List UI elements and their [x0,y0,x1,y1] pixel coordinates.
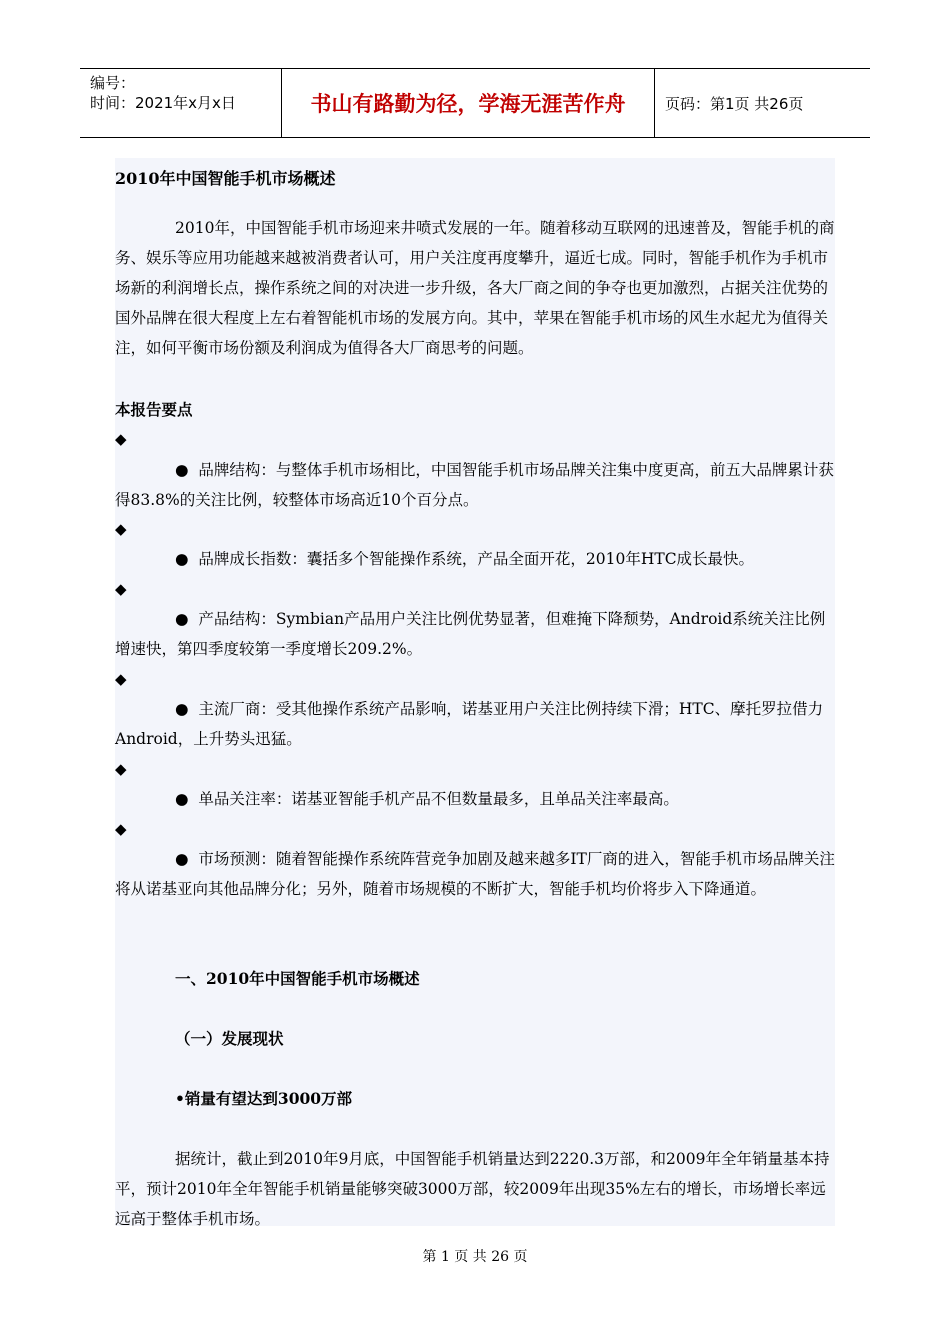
page-header [80,68,870,138]
key-point-item [115,455,835,515]
bullet-title: •销量有望达到3000万部 [175,1089,353,1108]
key-point-item [115,694,835,754]
diamond-marker: ◆ [115,430,127,448]
key-point-text: 品牌结构：与整体手机市场相比，中国智能手机市场品牌关注集中度更高，前五大品牌累计获得83.8%的关注比例，较整体市场高近10个百分点。 [115,461,834,509]
key-point-text: 主流厂商：受其他操作系统产品影响，诺基亚用户关注比例持续下滑；HTC、摩托罗拉借力Android，上升势头迅猛。 [115,700,824,748]
diamond-marker: ◆ [115,760,127,778]
section-heading: 一、2010年中国智能手机市场概述 [175,969,420,988]
key-point-text: 产品结构：Symbian产品用户关注比例优势显著，但难掩下降颓势，Android系统关注比例增速快，第四季度较第一季度增长209.2%。 [115,610,826,658]
header-meta [80,69,282,137]
diamond-marker: ◆ [115,580,127,598]
page-footer: 第 1 页 共 26 页 [422,1249,528,1265]
time-label: 时间：2021年x月x日 [90,94,236,112]
key-point-item [115,604,835,664]
bullet-marker: ● [175,790,189,808]
bullet-marker: ● [175,550,189,568]
bullet-marker: ● [175,700,189,718]
header-page-info: 页码：第1页 共26页 [665,94,804,113]
key-points-heading: 本报告要点 [115,400,193,419]
subsection-heading: （一）发展现状 [175,1029,284,1048]
number-label: 编号： [90,74,136,92]
header-motto: 书山有路勤为径，学海无涯苦作舟 [282,69,655,137]
key-point-item [115,844,835,904]
diamond-marker: ◆ [115,670,127,688]
intro-paragraph: 2010年，中国智能手机市场迎来井喷式发展的一年。随着移动互联网的迅速普及，智能手机的商务、娱乐等应用功能越来越被消费者认可，用户关注度再度攀升，逼近七成。同时，智能手机作为手机市场新的利润增长点，操作系统之间的对决进一步升级，各大厂商之间的争夺也更加激烈，占据关注优势的国外品牌在很大程度上左右着智能机市场的发展方向。其中，苹果在智能手机市场的风生水起尤为值得关注，如何平衡市场份额及利润成为值得各大厂商思考的问题。 [115,219,835,357]
key-point-text: 单品关注率：诺基亚智能手机产品不但数量最多，且单品关注率最高。 [198,790,679,808]
bullet-marker: ● [175,461,189,479]
diamond-marker: ◆ [115,520,127,538]
diamond-marker: ◆ [115,820,127,838]
document-title: 2010年中国智能手机市场概述 [115,169,336,188]
bullet-marker: ● [175,610,189,628]
document-body [115,158,835,1226]
bullet-marker: ● [175,850,189,868]
sales-paragraph: 据统计，截止到2010年9月底，中国智能手机销量达到2220.3万部，和2009年全年销量基本持平，预计2010年全年智能手机销量能够突破3000万部，较2009年出现35%左右的增长，市场增长率远远高于整体手机市场。 [115,1150,830,1228]
key-point-text: 市场预测：随着智能操作系统阵营竞争加剧及越来越多IT厂商的进入，智能手机市场品牌关注将从诺基亚向其他品牌分化；另外，随着市场规模的不断扩大，智能手机均价将步入下降通道。 [115,850,835,898]
key-point-item [115,544,835,574]
key-point-item [115,784,835,814]
key-point-text: 品牌成长指数：囊括多个智能操作系统，产品全面开花，2010年HTC成长最快。 [198,550,755,568]
